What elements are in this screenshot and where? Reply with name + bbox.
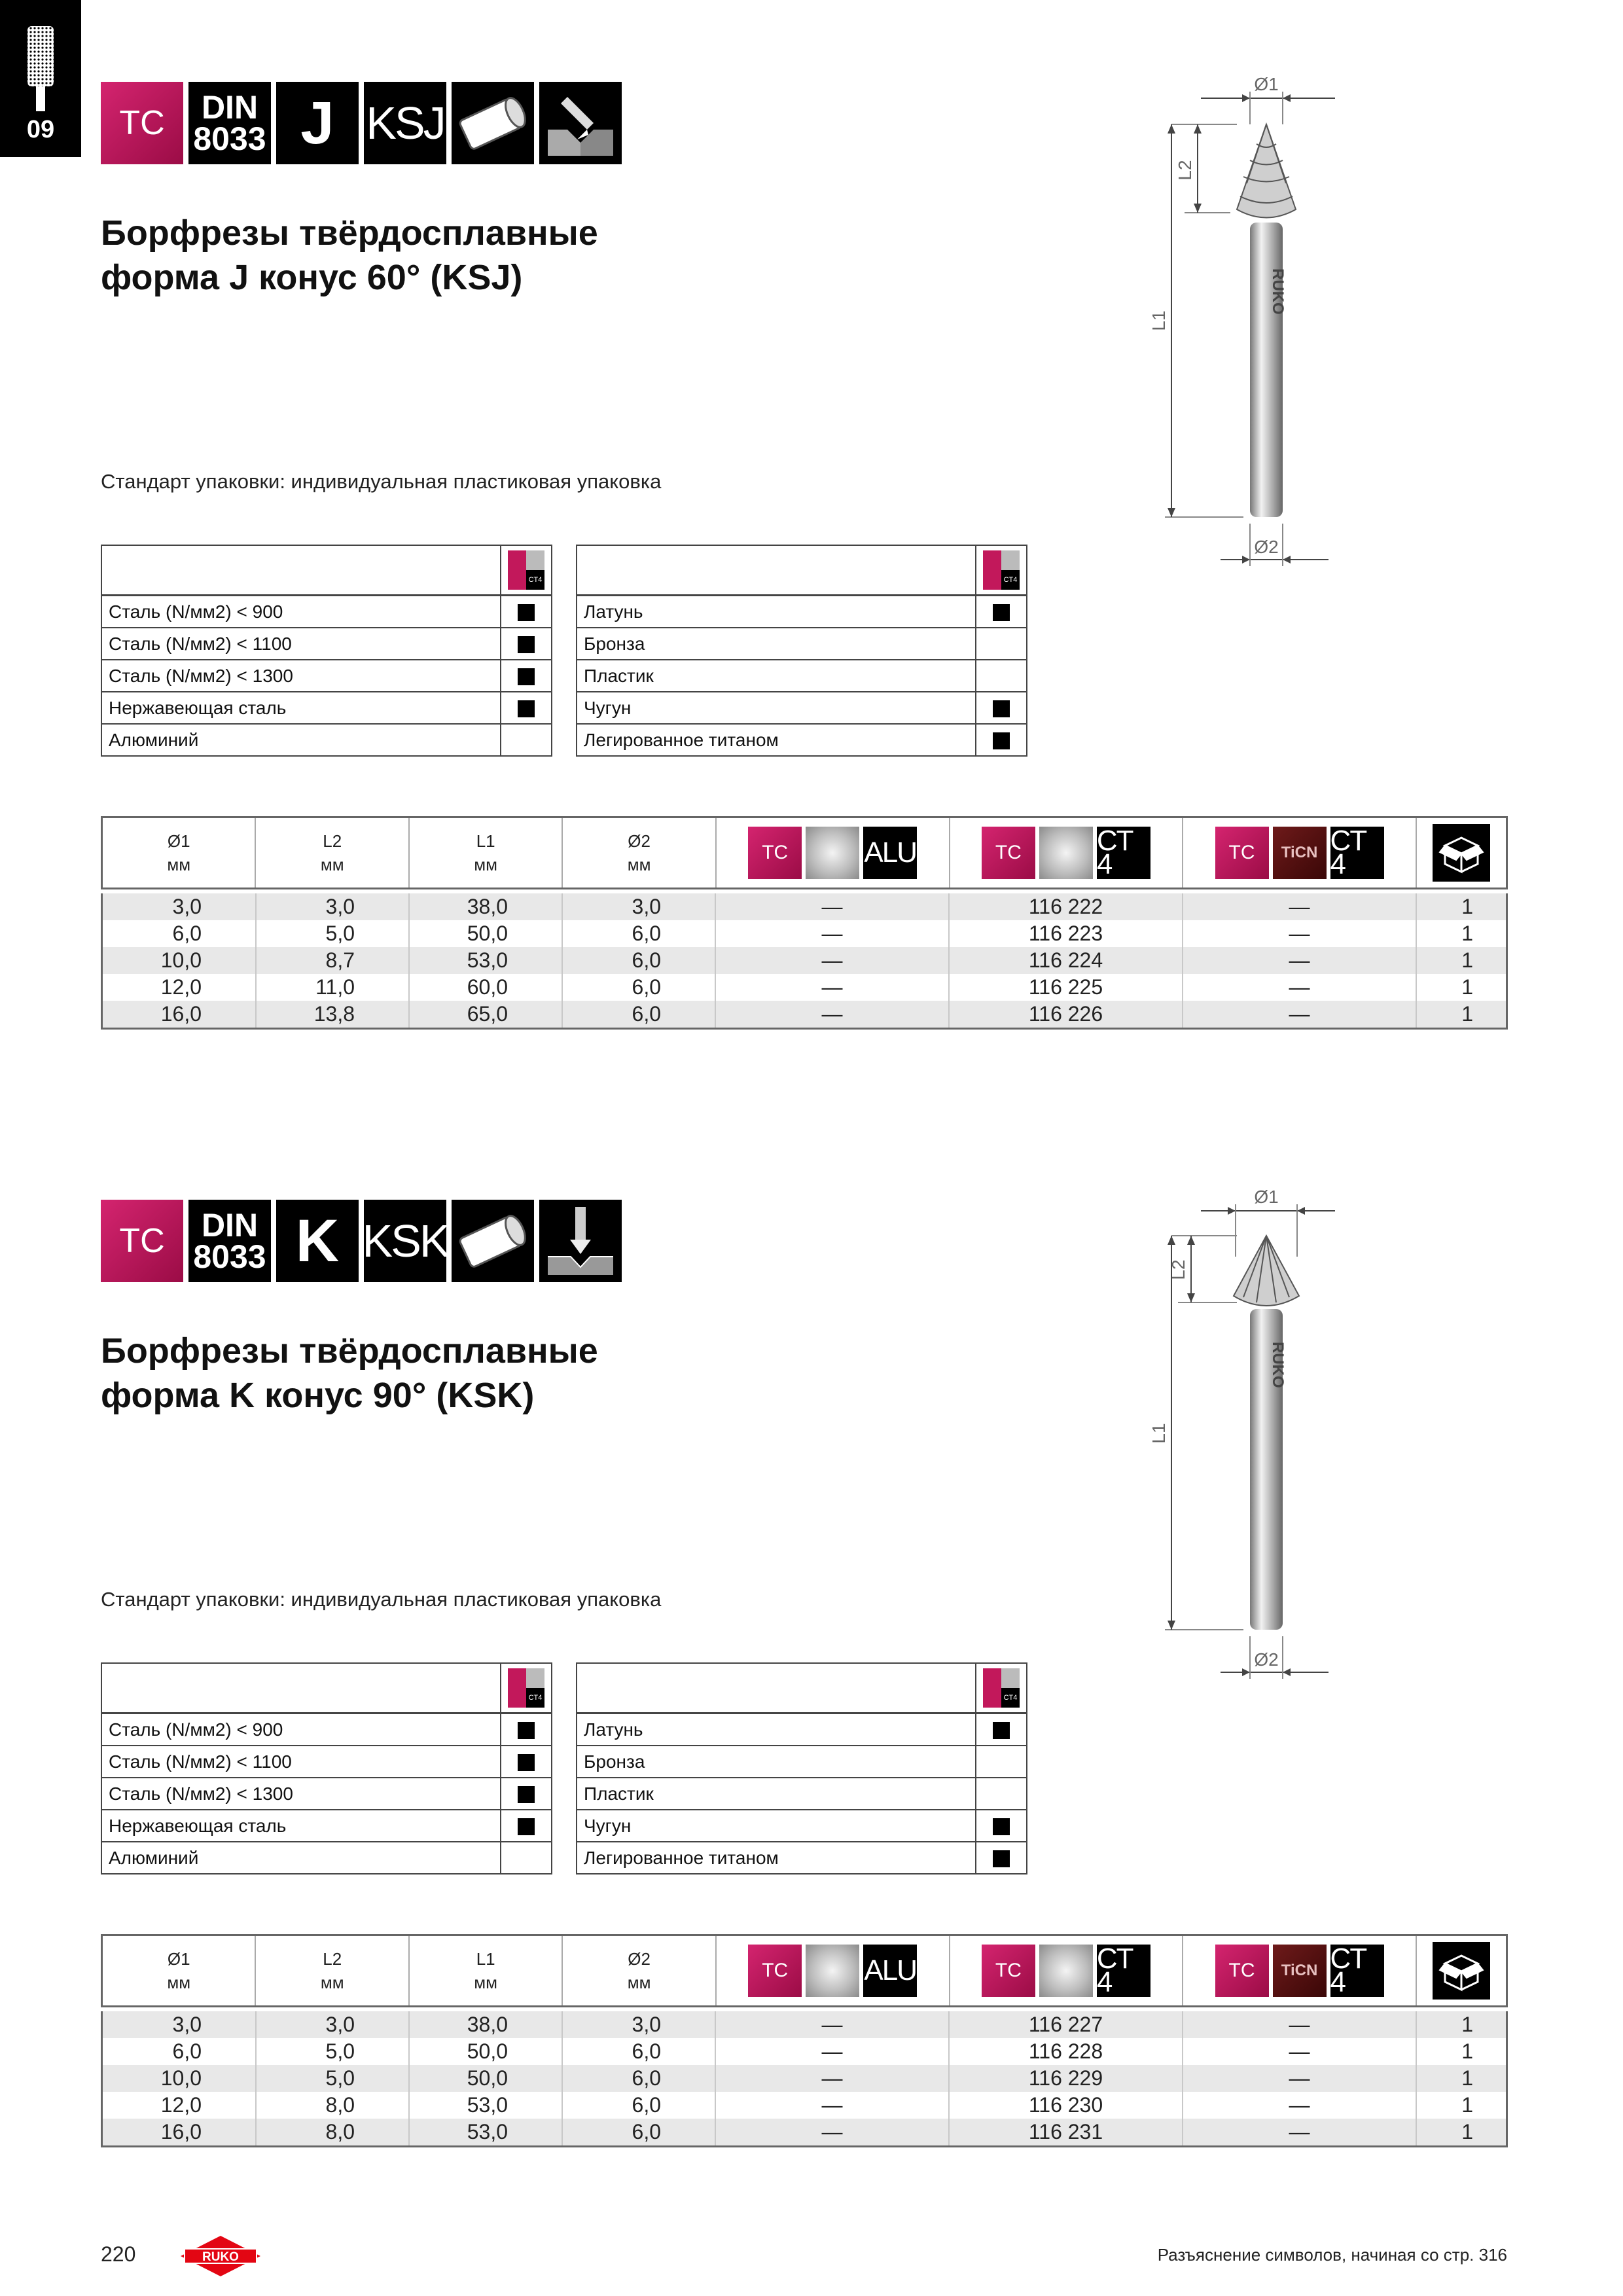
col-unit: мм [627,1973,651,1992]
suitable-mark [518,700,535,717]
material-name: Пластик [577,660,976,692]
suitable-mark [993,1850,1010,1867]
l2-label: L2 [1168,1259,1188,1280]
burr-drawing [1139,1185,1361,1689]
material-name: Сталь (N/мм2) < 900 [101,596,501,628]
col-ticn [1183,1936,1417,2005]
steel-disc-icon [806,827,859,879]
burr-drawing [1139,72,1361,576]
tc-badge: TC [982,827,1035,879]
alu-badge: ALU [863,1945,917,1997]
material-name: Сталь (N/мм2) < 1100 [101,1746,501,1778]
col-unit: мм [167,1973,191,1992]
burr-icon [25,26,56,111]
l2-label: L2 [1175,160,1195,181]
svg-text:RUKO: RUKO [202,2250,239,2264]
ct4-mini-icon: CT4 [983,550,1020,590]
suitable-mark [993,700,1010,717]
suitable-mark [518,1818,535,1835]
col-alu [717,1936,950,2005]
brand-engraving: RUKO [1269,1342,1287,1388]
material-row [577,628,1027,660]
l1-label: L1 [1149,310,1169,331]
steel-disc-icon [1039,1945,1093,1997]
application-chamfer-icon [539,1200,622,1282]
article-number: 116 228 [949,2038,1183,2065]
ticn-badge: TiCN [1273,827,1327,879]
suitable-mark [993,1818,1010,1835]
table-row: 6,0 5,0 50,0 6,0 — 116 223 — 1 [103,920,1506,947]
material-name: Нержавеющая сталь [101,692,501,724]
material-name: Пластик [577,1778,976,1810]
ticn-badge: TiCN [1273,1945,1327,1997]
chapter-tab [0,0,81,157]
symbols-reference-note: Разъяснение символов, начиная со стр. 316 [1157,2245,1507,2265]
d2-label: Ø2 [1254,537,1279,557]
materials-table-right [576,1662,1027,1874]
section-title [101,211,598,300]
material-row [101,1778,552,1810]
steel-disc-icon [1039,827,1093,879]
l1-label: L1 [1149,1423,1169,1444]
title-line-1: Борфрезы твёрдосплавные [101,213,598,253]
ct4-badge: CT 4 [1097,827,1150,879]
ct4-badge: CT 4 [1330,1945,1384,1997]
material-name: Сталь (N/мм2) < 900 [101,1713,501,1746]
article-number: 116 225 [949,974,1183,1001]
din-label: DIN [201,1207,259,1244]
col-d2: Ø2 [628,831,651,851]
ct4-badge: CT 4 [1097,1945,1150,1997]
product-table [101,1934,1508,2157]
din-number: 8033 [193,1238,266,1275]
col-ct4 [950,1936,1184,2005]
material-name: Чугун [577,692,976,724]
table-row: 12,0 11,0 60,0 6,0 — 116 225 — 1 [103,974,1506,1001]
steel-disc-icon [806,1945,859,1997]
product-table-body [101,893,1508,1030]
symbol-row [101,82,622,164]
material-row [577,660,1027,692]
col-unit: мм [474,1973,498,1992]
suitable-mark [518,1754,535,1771]
col-unit: мм [474,855,498,874]
suitable-mark [518,668,535,685]
package-box-icon [1433,1942,1490,2000]
material-row [577,692,1027,724]
material-row [101,692,552,724]
ct4-mini-icon: CT4 [508,1668,544,1708]
material-row [101,660,552,692]
application-cone-icon [539,82,622,164]
article-number: 116 226 [949,1001,1183,1028]
col-d1: Ø1 [167,1949,190,1969]
section-title [101,1329,598,1418]
shape-letter-symbol: K [276,1200,359,1282]
material-name: Бронза [577,1746,976,1778]
table-row: 6,0 5,0 50,0 6,0 — 116 228 — 1 [103,2038,1506,2065]
d1-label: Ø1 [1254,74,1279,94]
material-row [101,1842,552,1874]
material-row [577,1842,1027,1874]
material-name: Легированное титаном [577,724,976,756]
col-ct4 [950,818,1184,888]
brand-engraving: RUKO [1269,268,1287,315]
package-box-icon [1433,824,1490,882]
col-unit: мм [627,855,651,874]
material-name: Сталь (N/мм2) < 1300 [101,1778,501,1810]
product-table [101,816,1508,1039]
table-row: 16,0 8,0 53,0 6,0 — 116 231 — 1 [103,2119,1506,2145]
material-name: Алюминий [101,724,501,756]
table-row: 10,0 8,7 53,0 6,0 — 116 224 — 1 [103,947,1506,974]
article-number: 116 231 [949,2119,1183,2145]
article-number: 116 222 [949,893,1183,920]
materials-table-left [101,1662,552,1874]
article-number: 116 224 [949,947,1183,974]
material-row [577,724,1027,756]
material-row [101,1746,552,1778]
material-row [577,1778,1027,1810]
title-line-2: форма J конус 60° (KSJ) [101,258,523,297]
tc-symbol: TC [101,1200,183,1282]
table-row: 10,0 5,0 50,0 6,0 — 116 229 — 1 [103,2065,1506,2092]
symbol-row [101,1200,622,1282]
suitable-mark [993,732,1010,749]
col-d1: Ø1 [167,831,190,851]
material-row [101,628,552,660]
material-row [101,596,552,628]
col-l2: L2 [323,1949,342,1969]
material-row [577,1746,1027,1778]
d1-label: Ø1 [1254,1187,1279,1207]
material-name: Нержавеющая сталь [101,1810,501,1842]
suitable-mark [993,604,1010,621]
suitable-mark [518,604,535,621]
din-symbol [188,82,271,164]
ct4-mini-icon: CT4 [983,1668,1020,1708]
material-row [101,1713,552,1746]
tc-badge: TC [982,1945,1035,1997]
col-alu [717,818,950,888]
material-name: Латунь [577,1713,976,1746]
tc-badge: TC [748,1945,802,1997]
page-number: 220 [101,2242,136,2266]
material-name: Бронза [577,628,976,660]
col-l1: L1 [476,831,495,851]
title-line-2: форма K конус 90° (KSK) [101,1376,535,1415]
material-row [101,1810,552,1842]
suitable-mark [518,1786,535,1803]
materials-table-left [101,545,552,757]
col-unit: мм [167,855,191,874]
material-name: Легированное титаном [577,1842,976,1874]
material-name: Сталь (N/мм2) < 1300 [101,660,501,692]
alu-badge: ALU [863,827,917,879]
din-symbol [188,1200,271,1282]
cylinder-shank-icon [452,1200,534,1282]
shape-code-symbol: KSK [364,1200,446,1282]
d2-label: Ø2 [1254,1649,1279,1670]
tc-badge: TC [1215,827,1269,879]
col-unit: мм [320,1973,344,1992]
ct4-mini-icon: CT4 [508,550,544,590]
packaging-note: Стандарт упаковки: индивидуальная пластиковая упаковка [101,470,662,493]
table-row: 12,0 8,0 53,0 6,0 — 116 230 — 1 [103,2092,1506,2119]
title-line-1: Борфрезы твёрдосплавные [101,1331,598,1371]
material-row [101,724,552,756]
article-number: 116 223 [949,920,1183,947]
material-row [577,1810,1027,1842]
article-number: 116 230 [949,2092,1183,2119]
col-l1: L1 [476,1949,495,1969]
shape-letter-symbol: J [276,82,359,164]
material-name: Сталь (N/мм2) < 1100 [101,628,501,660]
shape-code-symbol: KSJ [364,82,446,164]
din-number: 8033 [193,120,266,157]
material-row [577,596,1027,628]
product-table-header [101,816,1508,889]
din-label: DIN [201,89,259,126]
suitable-mark [518,1722,535,1739]
col-unit: мм [320,855,344,874]
material-name: Алюминий [101,1842,501,1874]
article-number: 116 227 [949,2011,1183,2038]
tc-badge: TC [1215,1945,1269,1997]
packaging-note: Стандарт упаковки: индивидуальная пластиковая упаковка [101,1588,662,1611]
tc-symbol: TC [101,82,183,164]
chapter-number: 09 [26,116,55,143]
col-ticn [1183,818,1417,888]
suitable-mark [993,1722,1010,1739]
table-row: 3,0 3,0 38,0 3,0 — 116 227 — 1 [103,2011,1506,2038]
ruko-logo [178,2233,263,2279]
material-name: Латунь [577,596,976,628]
table-row: 16,0 13,8 65,0 6,0 — 116 226 — 1 [103,1001,1506,1028]
table-row: 3,0 3,0 38,0 3,0 — 116 222 — 1 [103,893,1506,920]
article-number: 116 229 [949,2065,1183,2092]
suitable-mark [518,636,535,653]
material-row [577,1713,1027,1746]
product-table-header [101,1934,1508,2007]
tc-badge: TC [748,827,802,879]
ct4-badge: CT 4 [1330,827,1384,879]
materials-table-right [576,545,1027,757]
product-table-body [101,2011,1508,2147]
col-l2: L2 [323,831,342,851]
cylinder-shank-icon [452,82,534,164]
col-d2: Ø2 [628,1949,651,1969]
material-name: Чугун [577,1810,976,1842]
